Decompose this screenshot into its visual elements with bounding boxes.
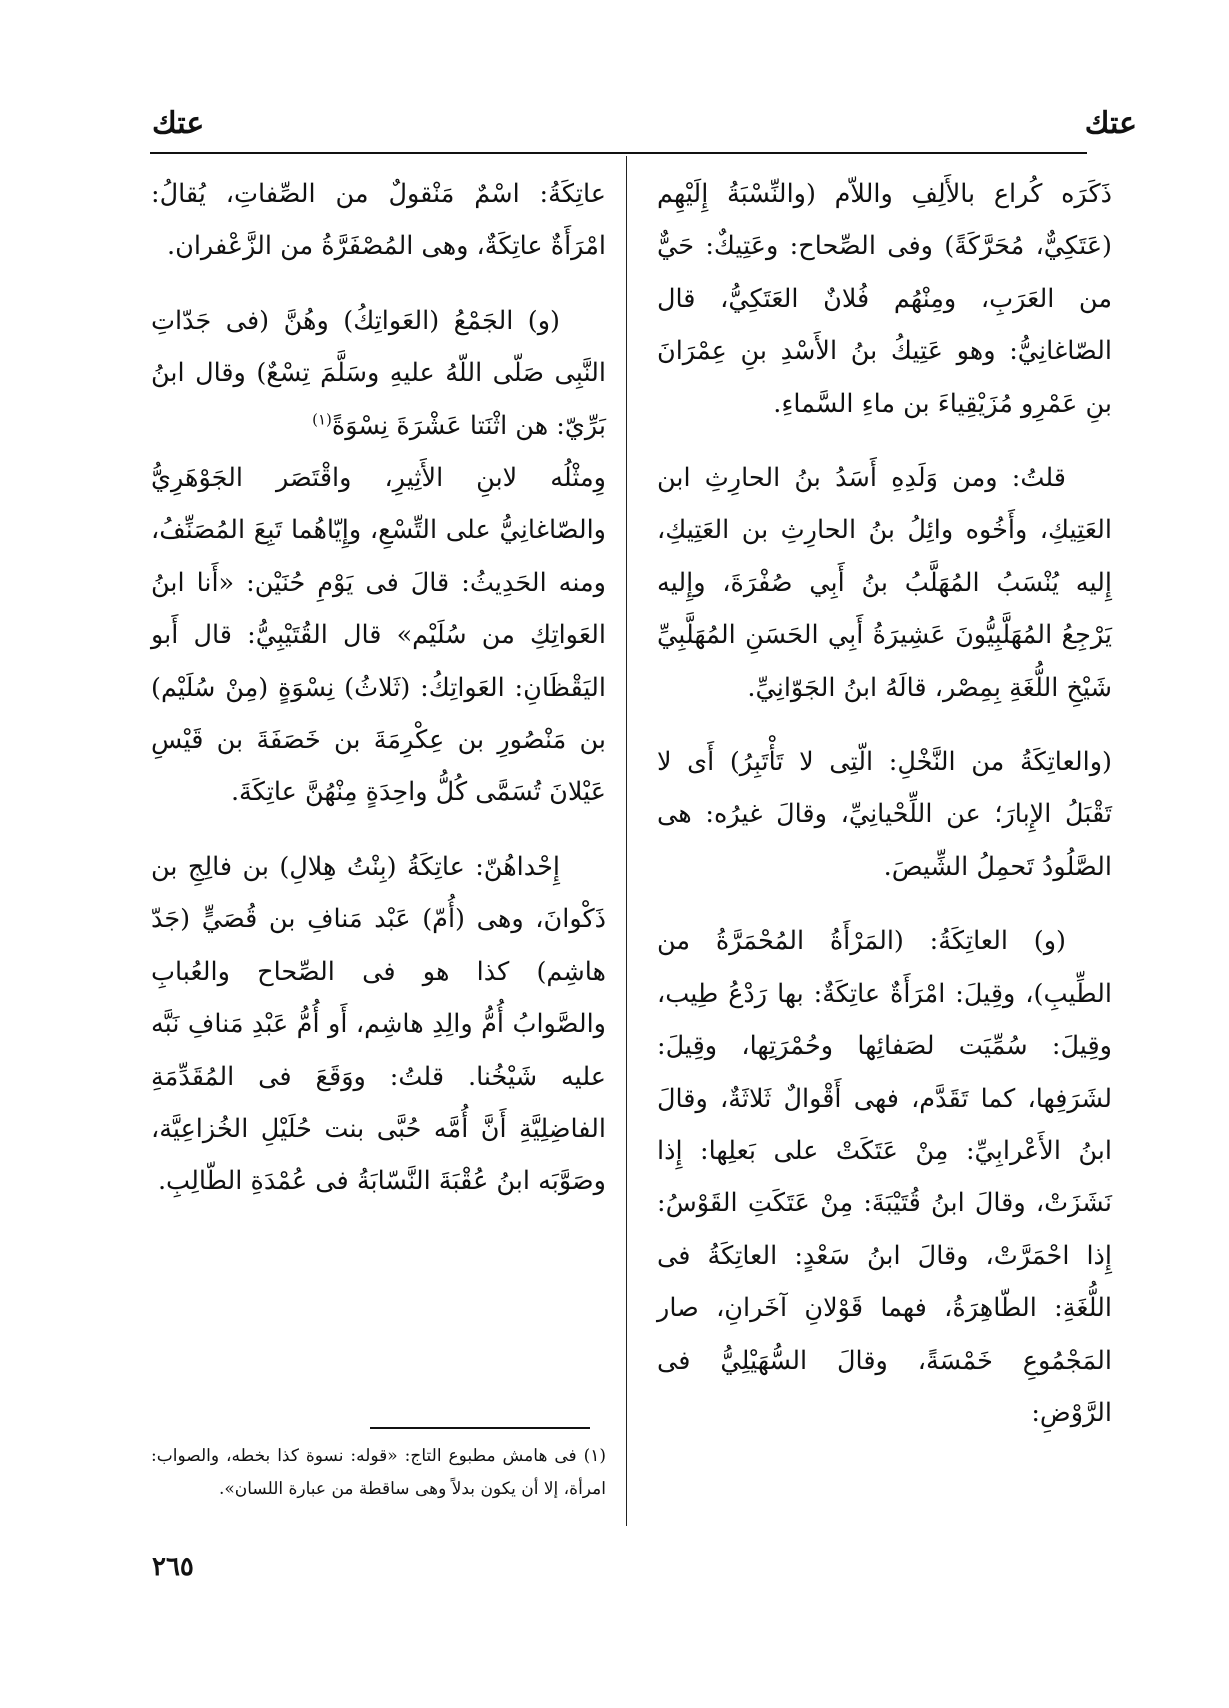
left-paragraph-4: إِحْداهُنّ: عاتِكَةُ (بِنْتُ هِلالِ) بن فالِجِ بن ذَكْوانَ، وهى (أُمّ) عَبْد مَنافِ بن قُصَيٍّ (جَدّ هاشِم) كذا هو فى الصِّحاح والعُبابِ والصَّوابُ أُمُّ والِدِ هاشِم، أَو أُمُّ عَبْدِ مَنافِ نَبَّه عليه شَيْخُنا. قلتُ: ووَقَعَ فى المُقَدِّمَةِ الفاضِلِيَّةِ أَنَّ أُمَّه حُبَّى بنت حُلَيْلِ الخُزاعِيَّة، وصَوَّبَه ابنُ عُقْبَةَ النَّسّابَةُ فى عُمْدَةِ الطّالِبِ. (151, 851, 606, 1197)
right-paragraph-1: ذَكَرَه كُراع بالأَلِفِ واللاّم (والنِّسْبَةُ إِلَيْهِم (عَتَكِيٌّ، مُحَرَّكَةً) وفى الصِّحاح: وعَتِيكٌ: حَيٌّ من العَرَبِ، ومِنْهُم فُلانٌ العَتَكِيُّ، قال الصّاغانِيُّ: وهو عَتِيكُ بنُ الأَسْدِ بنِ عِمْرَانَ بنِ عَمْرِو مُزَيْقِياءَ بن ماءِ السَّماءِ. (657, 179, 1112, 419)
footnote-marker[interactable]: (١) (312, 410, 332, 429)
left-paragraph-2 (151, 295, 606, 452)
left-column (151, 168, 606, 1230)
left-paragraph-2-text: (و) الجَمْعُ (العَواتِكُ) وهُنَّ (فى جَدّاتِ النَّبِى صَلّى اللّهُ عليهِ وسَلَّمَ تِسْعٌ) وقال ابنُ بَرِّيّ: هن اثْنَتا عَشْرَةَ نِسْوَةً (151, 305, 606, 441)
footnote: (١) فى هامش مطبوع التاج: «قوله: نسوة كذا بخطه، والصواب: امرأة، إلا أن يكون بدلاً وهى ساقطة من عبارة اللسان». (151, 1446, 606, 1499)
column-divider (626, 156, 627, 1526)
left-paragraph-1: عاتِكَةُ: اسْمٌ مَنْقولٌ من الصِّفاتِ، يُقالُ: امْرَأَةٌ عاتِكَةٌ، وهى المُصْفَرَّةُ من الزَّعْفران. (151, 179, 606, 262)
running-header-left: عتك (152, 106, 205, 141)
page-number: ٢٦٥ (152, 1552, 194, 1582)
footnote-rule (370, 1427, 590, 1429)
right-paragraph-4: (و) العاتِكَةُ: (المَرْأَةُ المُحْمَرَّةُ من الطِّيبِ)، وقِيلَ: امْرَأَةٌ عاتِكَةٌ: بها رَدْعُ طِيب، وقِيلَ: سُمِّيَت لصَفائِها وحُمْرَتِها، وقِيلَ: لشَرَفِها، كما تَقَدَّم، فهى أَقْوالٌ ثَلاثَةٌ، وقالَ ابنُ الأَعْرابِيِّ: مِنْ عَتَكَتْ على بَعلِها: إِذا نَشَزَتْ، وقالَ ابنُ قُتَيْبَةَ: مِنْ عَتَكَتِ القَوْسُ: إِذا احْمَرَّتْ، وقالَ ابنُ سَعْدٍ: العاتِكَةُ فى اللُّغَةِ: الطّاهِرَةُ، فهما قَوْلانِ آخَرانِ، صار المَجْمُوعِ خَمْسَةً، وقالَ السُّهَيْلِيُّ فى الرَّوْضِ: (657, 926, 1112, 1428)
right-paragraph-3: (والعاتِكَةُ من النَّخْلِ: الّتِى لا تَأْتَبِرُ) أَى لا تَقْبَلُ الإِبارَ؛ عن اللِّحْيانِيِّ، وقالَ غيرُه: هى الصَّلُودُ تَحمِلُ الشِّيصَ. (657, 747, 1112, 882)
header-rule (150, 152, 1087, 154)
right-paragraph-2: قلتُ: ومن وَلَدِهِ أَسَدُ بنُ الحارِثِ ابن العَتِيكِ، وأَخُوه وائِلُ بنُ الحارِثِ بن العَتِيكِ، إِليه يُنْسَبُ المُهَلَّبُ بنُ أَبِي صُفْرَةَ، وإِليه يَرْجِعُ المُهَلَّبِيُّونَ عَشِيرَةُ أَبِي الحَسَنِ المُهَلَّبِيِّ شَيْخِ اللُّغَةِ بِمِصْر، قالَهُ ابنُ الجَوّانِيِّ. (657, 463, 1112, 703)
running-header-right: عتك (1084, 106, 1137, 141)
right-column (657, 168, 1112, 1461)
left-paragraph-3: وِمثْلُه لابنِ الأَثِيرِ، واقْتَصَر الجَوْهَرِيُّ والصّاغانِيُّ على التِّسْعِ، وإِيّاهُما تَبِعَ المُصَنِّفُ، ومنه الحَدِيثُ: قالَ فى يَوْمِ حُنَيْن: «أَنا ابنُ العَواتِكِ من سُلَيْم» قال القُتَيْبِيُّ: قال أَبو اليَقْظَانِ: العَواتِكُ: (ثَلاثُ) نِسْوَةٍ (مِنْ سُلَيْم) بن مَنْصُورِ بن عِكْرِمَةَ بن خَصَفَةَ بن قَيْسِ عَيْلانَ تُسَمَّى كُلُّ واحِدَةٍ مِنْهُنَّ عاتِكَةَ. (151, 463, 606, 808)
